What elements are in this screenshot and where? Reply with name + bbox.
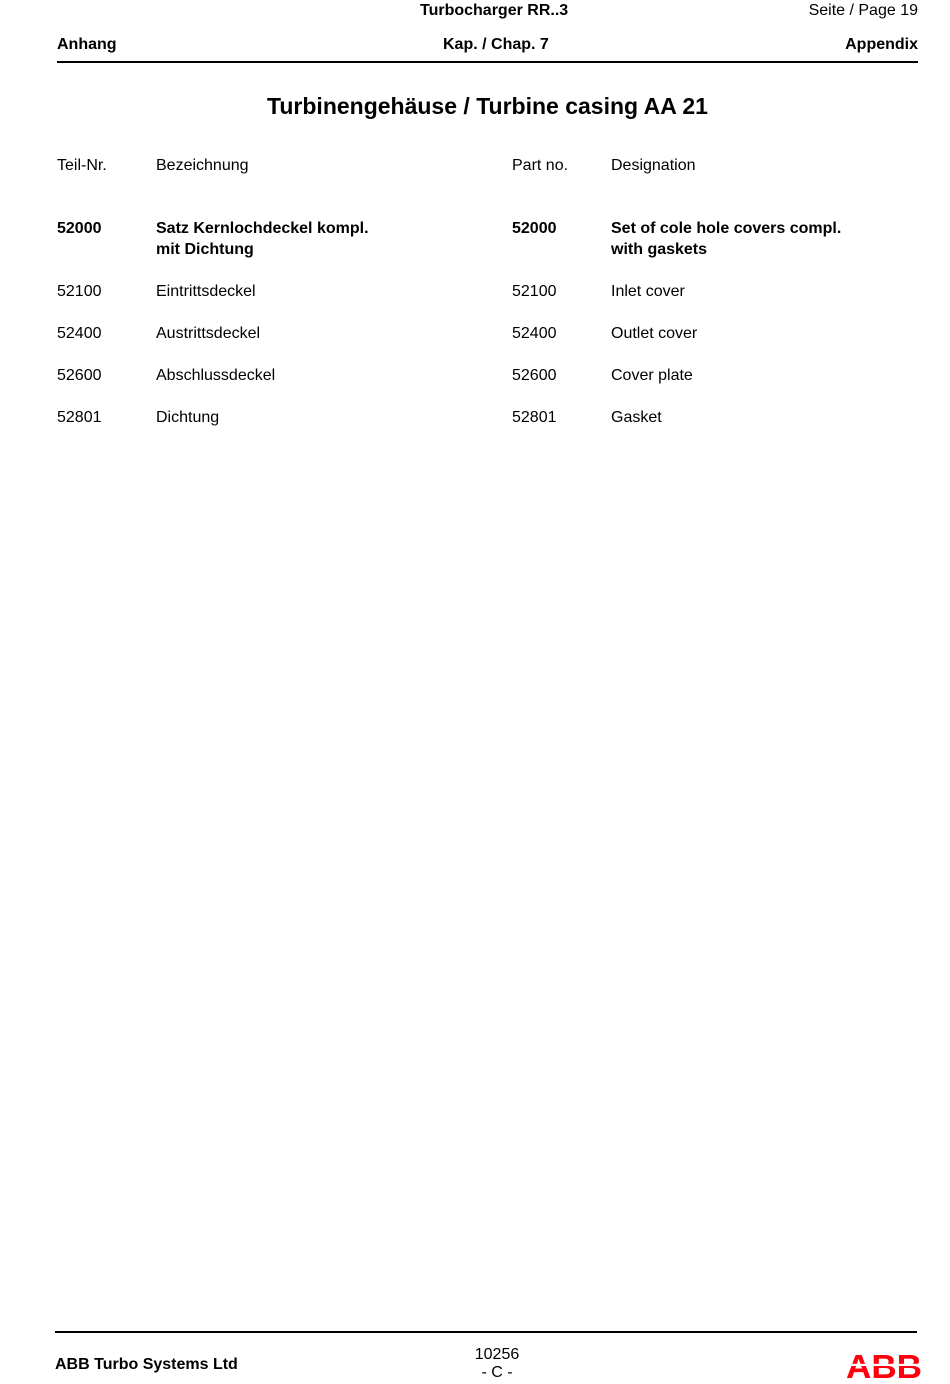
designation-cell: Inlet cover <box>611 283 685 300</box>
document-number: 10256 <box>474 1346 520 1363</box>
designation-cell: Outlet cover <box>611 325 698 342</box>
column-header-part-no: Part no. <box>512 157 569 174</box>
part-no-cell: 52100 <box>512 283 557 300</box>
bezeichnung-cell: Abschlussdeckel <box>156 367 276 384</box>
part-no-cell: 52000 <box>512 220 557 237</box>
column-header-teil-nr: Teil-Nr. <box>57 157 107 174</box>
teil-nr-cell: 52000 <box>57 220 102 237</box>
teil-nr-cell: 52801 <box>57 409 102 426</box>
bezeichnung-cell: Eintrittsdeckel <box>156 283 256 300</box>
bezeichnung-cell: Austrittsdeckel <box>156 325 261 342</box>
footer-divider <box>55 1331 917 1333</box>
page-title: Turbinengehäuse / Turbine casing AA 21 <box>267 93 708 119</box>
teil-nr-cell: 52400 <box>57 325 102 342</box>
bezeichnung-cell-line-2: mit Dichtung <box>156 241 254 258</box>
part-no-cell: 52400 <box>512 325 557 342</box>
column-header-bezeichnung: Bezeichnung <box>156 157 249 174</box>
page-number: Seite / Page 19 <box>808 2 918 19</box>
column-header-designation: Designation <box>611 157 696 174</box>
designation-cell-line-2: with gaskets <box>611 241 708 258</box>
chapter-label: Kap. / Chap. 7 <box>443 36 549 53</box>
designation-cell: Set of cole hole covers compl. <box>611 220 842 237</box>
part-no-cell: 52801 <box>512 409 557 426</box>
company-name: ABB Turbo Systems Ltd <box>55 1356 238 1373</box>
bezeichnung-cell: Dichtung <box>156 409 220 426</box>
section-label-english: Appendix <box>845 36 918 53</box>
document-revision: - C - <box>481 1364 513 1381</box>
part-no-cell: 52600 <box>512 367 557 384</box>
section-label-german: Anhang <box>57 36 117 53</box>
designation-cell: Cover plate <box>611 367 693 384</box>
abb-logo <box>846 1352 922 1379</box>
bezeichnung-cell: Satz Kernlochdeckel kompl. <box>156 220 369 237</box>
header-divider <box>57 61 918 63</box>
document-product-title: Turbocharger RR..3 <box>420 2 569 19</box>
designation-cell: Gasket <box>611 409 662 426</box>
teil-nr-cell: 52600 <box>57 367 102 384</box>
teil-nr-cell: 52100 <box>57 283 102 300</box>
document-number-block <box>473 1346 521 1382</box>
